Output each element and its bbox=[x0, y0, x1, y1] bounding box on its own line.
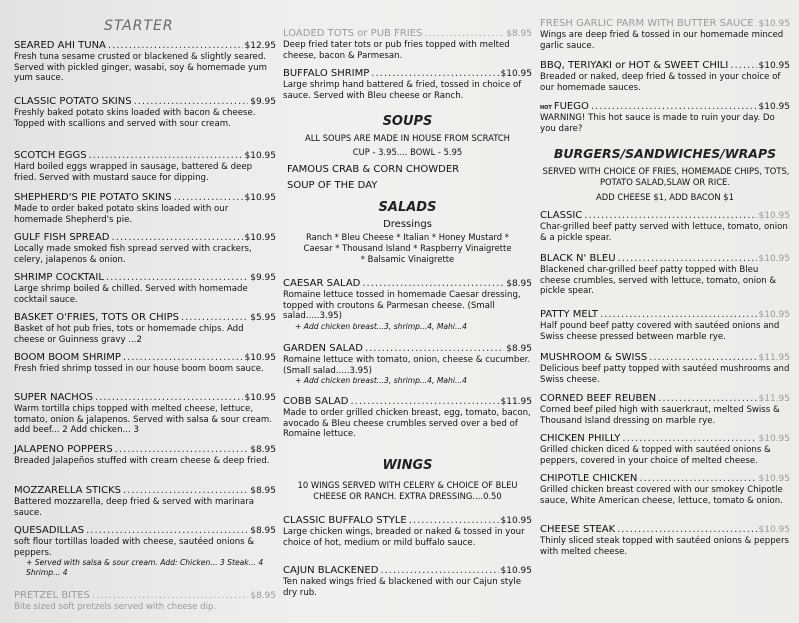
menu-item bbox=[14, 525, 276, 577]
item-name: COBB SALAD bbox=[283, 396, 349, 407]
item-name: CHIPOTLE CHICKEN bbox=[540, 473, 638, 484]
item-desc: Fresh fried shrimp tossed in our house boom boom sauce. bbox=[14, 364, 264, 374]
menu-item bbox=[14, 352, 276, 375]
item-name: SHEPHERD'S PIE POTATO SKINS bbox=[14, 192, 172, 203]
item-price: $10.95 bbox=[244, 233, 276, 243]
item-desc: Made to order grilled chicken breast, egg, tomato, bacon, avocado & Bleu cheese crumbles served over a bed of Romaine lettuce. bbox=[283, 408, 531, 439]
menu-item bbox=[540, 210, 790, 243]
item-desc: Wings are deep fried & tossed in our homemade minced garlic sauce. bbox=[540, 30, 784, 51]
menu-item bbox=[540, 524, 790, 557]
menu-item bbox=[14, 192, 276, 225]
soups-note: ALL SOUPS ARE MADE IN HOUSE FROM SCRATCH bbox=[305, 133, 510, 143]
item-price: $10.95 bbox=[758, 211, 790, 221]
item-desc: Battered mozzarella, deep fried & served with marinara sauce. bbox=[14, 497, 255, 518]
item-desc: Half pound beef patty covered with sautéed onions and Swiss cheese pressed between marble rye. bbox=[540, 321, 780, 342]
item-desc: WARNING! This hot sauce is made to ruin your day. Do you dare? bbox=[540, 113, 775, 134]
menu-item bbox=[540, 473, 790, 506]
item-name: QUESADILLAS bbox=[14, 525, 85, 536]
item-price: $10.95 bbox=[758, 61, 790, 71]
item-price: $10.95 bbox=[244, 393, 276, 403]
item-price: $8.95 bbox=[506, 29, 532, 39]
item-name: BLACK N' BLEU bbox=[540, 253, 616, 264]
hot-prefix: HOT bbox=[540, 105, 552, 111]
menu-item bbox=[540, 433, 790, 466]
item-price: $8.95 bbox=[250, 526, 276, 536]
item-price: $8.95 bbox=[250, 445, 276, 455]
item-name: BOOM BOOM SHRIMP bbox=[14, 352, 121, 363]
item-price: $10.95 bbox=[500, 566, 532, 576]
dressings-line: Caesar * Thousand Island * Raspberry Vinaigrette bbox=[303, 243, 512, 253]
item-desc: Freshly baked potato skins loaded with bacon & cheese. Topped with scallions and served with sour cream. bbox=[14, 108, 256, 129]
dressings-line: * Balsamic Vinaigrette bbox=[360, 254, 455, 264]
item-desc: Warm tortilla chips topped with melted cheese, lettuce, tomato, onion & jalapenos. Served with salsa & sour cream. add beef... 2 Add chicken... 3 bbox=[14, 404, 273, 435]
menu-item bbox=[14, 150, 276, 183]
item-price: $10.95 bbox=[244, 193, 276, 203]
item-price: $8.95 bbox=[506, 344, 532, 354]
item-desc: Large shrimp hand battered & fried, tossed in choice of sauce. Served with Bleu cheese or Ranch. bbox=[283, 80, 522, 101]
menu-item bbox=[14, 312, 276, 345]
item-desc: Large chicken wings, breaded or naked & tossed in your choice of hot, medium or mild buffalo sauce. bbox=[283, 527, 525, 548]
menu-item bbox=[14, 232, 276, 265]
item-name: PATTY MELT bbox=[540, 309, 599, 320]
menu-item bbox=[14, 40, 276, 84]
item-price: $10.95 bbox=[758, 525, 790, 535]
wings-heading: WINGS bbox=[382, 458, 433, 473]
item-desc: Grilled chicken diced & topped with sautéed onions & peppers, covered in your choice of melted cheese. bbox=[540, 445, 771, 466]
burgers-heading: BURGERS/SANDWICHES/WRAPS bbox=[553, 146, 777, 161]
item-price: $11.95 bbox=[500, 397, 532, 407]
item-addons: + Add chicken breast...3, shrimp...4, Mahi...4 bbox=[295, 376, 468, 385]
burgers-note: ADD CHEESE $1, ADD BACON $1 bbox=[596, 192, 734, 202]
item-name: CAESAR SALAD bbox=[283, 278, 361, 289]
dressings-title: Dressings bbox=[383, 219, 432, 230]
item-desc: Fresh tuna sesame crusted or blackened & slightly seared. Served with pickled ginger, wasabi, soy & homemade yum yum sauce. bbox=[14, 52, 267, 83]
item-price: $8.95 bbox=[506, 279, 532, 289]
item-price: $10.95 bbox=[244, 353, 276, 363]
dressings-line: Ranch * Bleu Cheese * Italian * Honey Mustard * bbox=[306, 232, 509, 242]
item-name: CLASSIC bbox=[540, 210, 583, 221]
menu-item bbox=[540, 101, 790, 134]
menu-item bbox=[283, 68, 532, 101]
item-desc: Thinly sliced steak topped with sautéed onions & peppers with melted cheese. bbox=[540, 536, 789, 557]
item-price: $10.95 bbox=[500, 516, 532, 526]
item-price: $10.95 bbox=[758, 310, 790, 320]
menu-item bbox=[540, 60, 790, 93]
menu-item bbox=[283, 28, 532, 61]
item-desc: Basket of hot pub fries, tots or homemade chips. Add cheese or Guinness gravy ...2 bbox=[14, 324, 244, 345]
item-desc: Hard boiled eggs wrapped in sausage, battered & deep fried. Served with mustard sauce for dipping. bbox=[14, 162, 253, 183]
item-price: $11.95 bbox=[758, 353, 790, 363]
menu-item bbox=[14, 444, 276, 467]
item-price: $9.95 bbox=[250, 97, 276, 107]
item-desc: Breaded or naked, deep fried & tossed in your choice of our homemade sauces. bbox=[540, 72, 781, 93]
item-desc: Romaine lettuce with tomato, onion, cheese & cucumber. (Small salad.....3.95) bbox=[283, 355, 531, 376]
item-name: CORNED BEEF REUBEN bbox=[540, 393, 657, 404]
item-name: SHRIMP COCKTAIL bbox=[14, 272, 104, 283]
item-price: $10.95 bbox=[244, 151, 276, 161]
item-desc: Deep fried tater tots or pub fries topped with melted cheese, bacon & Parmesan. bbox=[283, 40, 510, 61]
menu-item bbox=[14, 485, 276, 518]
item-name: LOADED TOTS or PUB FRIES bbox=[283, 28, 423, 39]
item-addons: + Add chicken breast...3, shrimp...4, Mahi...4 bbox=[295, 321, 468, 331]
item-price: $10.95 bbox=[758, 254, 790, 264]
item-name: SCOTCH EGGS bbox=[14, 150, 87, 161]
menu-item bbox=[14, 96, 276, 129]
item-desc: Bite sized soft pretzels served with cheese dip. bbox=[14, 602, 217, 612]
menu-item bbox=[283, 565, 532, 598]
item-name: CLASSIC BUFFALO STYLE bbox=[283, 515, 407, 526]
item-name: CLASSIC POTATO SKINS bbox=[14, 96, 132, 107]
menu-item bbox=[283, 515, 532, 548]
menu-item bbox=[540, 253, 790, 297]
item-desc: Large shrimp boiled & chilled. Served with homemade cocktail sauce. bbox=[14, 284, 248, 305]
item-price: $8.95 bbox=[250, 591, 276, 601]
salads-heading: SALADS bbox=[378, 200, 437, 215]
item-name: FUEGO bbox=[553, 101, 589, 112]
item-name: CHICKEN PHILLY bbox=[540, 433, 621, 444]
soups-heading: SOUPS bbox=[382, 114, 433, 129]
soup-item: FAMOUS CRAB & CORN CHOWDER bbox=[287, 164, 460, 175]
item-price: $8.95 bbox=[250, 486, 276, 496]
item-desc: Blackened char-grilled beef patty topped with Bleu cheese crumbles, served with lettuce, tomato, onion & pickle spear. bbox=[540, 265, 777, 296]
item-desc: Char-grilled beef patty served with lettuce, tomato, onion & a pickle spear. bbox=[540, 222, 788, 243]
item-desc: Romaine lettuce tossed in homemade Caesar dressing, topped with croutons & Parmesan cheese. (Small salad.....3.95) bbox=[283, 290, 521, 321]
item-name: PRETZEL BITES bbox=[14, 590, 90, 601]
wings-note: 10 WINGS SERVED WITH CELERY & CHOICE OF BLEU CHEESE OR RANCH. EXTRA DRESSING....0.50 bbox=[297, 480, 518, 501]
menu-item bbox=[540, 352, 790, 385]
item-price: $11.95 bbox=[758, 394, 790, 404]
item-addons: + Served with salsa & sour cream. Add: Chicken... 3 Steak... 4 Shrimp... 4 bbox=[26, 558, 264, 577]
item-price: $5.95 bbox=[250, 313, 276, 323]
soup-item: SOUP OF THE DAY bbox=[287, 180, 378, 191]
menu-item bbox=[540, 393, 790, 426]
item-name: SUPER NACHOS bbox=[14, 392, 94, 403]
item-name: GARDEN SALAD bbox=[283, 343, 363, 354]
item-name: CHEESE STEAK bbox=[540, 524, 616, 535]
starter-heading: STARTER bbox=[104, 18, 174, 34]
item-price: $10.95 bbox=[758, 474, 790, 484]
item-name: JALAPENO POPPERS bbox=[14, 444, 113, 455]
item-price: $10.95 bbox=[500, 69, 532, 79]
menu-item bbox=[283, 396, 532, 440]
item-desc: Made to order baked potato skins loaded with our homemade Shepherd's pie. bbox=[14, 204, 229, 225]
item-desc: Breaded Jalapeños stuffed with cream cheese & deep fried. bbox=[14, 456, 270, 466]
item-price: $10.95 bbox=[758, 434, 790, 444]
item-name: MUSHROOM & SWISS bbox=[540, 352, 648, 363]
item-desc: soft flour tortillas loaded with cheese, sautéed onions & peppers. bbox=[14, 537, 255, 558]
item-desc: Locally made smoked fish spread served with crackers, celery, jalapenos & onion. bbox=[14, 244, 252, 265]
menu-item bbox=[283, 343, 532, 386]
soups-prices: CUP - 3.95.... BOWL - 5.95 bbox=[352, 147, 463, 157]
menu-item bbox=[14, 392, 276, 436]
item-price: $9.95 bbox=[250, 273, 276, 283]
item-desc: Grilled chicken breast covered with our smokey Chipotle sauce, White American cheese, lettuce, tomato & onion. bbox=[540, 485, 783, 506]
item-desc: Ten naked wings fried & blackened with our Cajun style dry rub. bbox=[283, 577, 522, 598]
menu-item bbox=[540, 18, 790, 51]
burgers-note: SERVED WITH CHOICE OF FRIES, HOMEMADE CHIPS, TOTS, bbox=[542, 166, 790, 176]
item-desc: Delicious beef patty topped with sautéed mushrooms and Swiss cheese. bbox=[540, 364, 790, 385]
item-price: $10.95 bbox=[758, 102, 790, 112]
menu-item bbox=[14, 590, 276, 613]
item-name: SEARED AHI TUNA bbox=[14, 40, 106, 51]
item-name: GULF FISH SPREAD bbox=[14, 232, 110, 243]
item-price: $10.95 bbox=[758, 19, 790, 29]
item-name: CAJUN BLACKENED bbox=[283, 565, 379, 576]
item-name: BBQ, TERIYAKI or HOT & SWEET CHILI bbox=[540, 60, 729, 71]
item-name: BUFFALO SHRIMP bbox=[283, 68, 370, 79]
item-name: MOZZARELLA STICKS bbox=[14, 485, 121, 496]
burgers-note: POTATO SALAD,SLAW OR RICE. bbox=[599, 177, 730, 187]
menu-item bbox=[283, 278, 532, 331]
menu-item bbox=[14, 272, 276, 305]
item-name: FRESH GARLIC PARM WITH BUTTER SAUCE bbox=[540, 18, 754, 29]
item-price: $12.95 bbox=[244, 41, 276, 51]
item-name: BASKET O'FRIES, TOTS OR CHIPS bbox=[14, 312, 179, 323]
item-desc: Corned beef piled high with sauerkraut, melted Swiss & Thousand Island dressing on marble rye. bbox=[540, 405, 780, 426]
menu-item bbox=[540, 309, 790, 342]
